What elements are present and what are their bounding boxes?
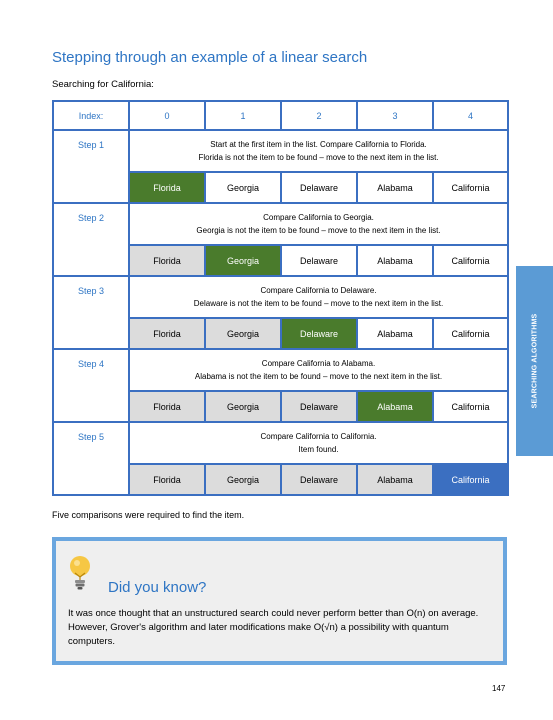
lightbulb-icon — [68, 555, 92, 591]
step-1-line-1: Start at the first item in the list. Compare California to Florida. — [210, 140, 427, 149]
page-title: Stepping through an example of a linear search — [52, 49, 368, 66]
step-1-line-2: Florida is not the item to be found – move to the next item in the list. — [198, 153, 439, 162]
step-1-description-row — [53, 130, 508, 172]
step-2-item-0: Florida — [129, 245, 205, 276]
step-5-label: Step 5 — [53, 422, 129, 495]
step-5-description-row — [53, 422, 508, 464]
step-2-item-1: Georgia — [205, 245, 281, 276]
step-2-line-2: Georgia is not the item to be found – move to the next item in the list. — [196, 226, 441, 235]
step-2-description-row — [53, 203, 508, 245]
step-3-line-1: Compare California to Delaware. — [260, 286, 377, 295]
step-4-item-3: Alabama — [357, 391, 433, 422]
step-4-item-0: Florida — [129, 391, 205, 422]
search-target-label: Searching for California: — [52, 79, 154, 90]
index-4: 4 — [433, 101, 508, 130]
index-0: 0 — [129, 101, 205, 130]
step-5-item-3: Alabama — [357, 464, 433, 495]
index-header-row — [53, 101, 508, 130]
step-3-description-row — [53, 276, 508, 318]
step-3-item-4: California — [433, 318, 508, 349]
step-1-label: Step 1 — [53, 130, 129, 203]
step-1-description — [129, 130, 508, 172]
step-3-label: Step 3 — [53, 276, 129, 349]
step-4-line-2: Alabama is not the item to be found – move to the next item in the list. — [194, 372, 443, 381]
index-2: 2 — [281, 101, 357, 130]
step-2-item-2: Delaware — [281, 245, 357, 276]
step-1-item-4: California — [433, 172, 508, 203]
step-5-line-2: Item found. — [298, 445, 339, 454]
step-2-line-1: Compare California to Georgia. — [263, 213, 374, 222]
step-1-item-3: Alabama — [357, 172, 433, 203]
step-3-item-1: Georgia — [205, 318, 281, 349]
page-number: 147 — [492, 684, 506, 693]
step-1-item-1: Georgia — [205, 172, 281, 203]
step-2-description — [129, 203, 508, 245]
step-3-item-3: Alabama — [357, 318, 433, 349]
step-2-item-3: Alabama — [357, 245, 433, 276]
step-3-item-0: Florida — [129, 318, 205, 349]
step-5-line-1: Compare California to California. — [260, 432, 377, 441]
did-you-know-title: Did you know? — [108, 579, 207, 596]
step-3-item-2: Delaware — [281, 318, 357, 349]
step-5-item-4: California — [433, 464, 508, 495]
step-4-item-4: California — [433, 391, 508, 422]
index-label: Index: — [53, 101, 129, 130]
step-2-label: Step 2 — [53, 203, 129, 276]
step-5-item-1: Georgia — [205, 464, 281, 495]
section-side-tab-label: SEARCHING ALGORITHMS — [531, 313, 538, 409]
index-3: 3 — [357, 101, 433, 130]
step-5-item-2: Delaware — [281, 464, 357, 495]
did-you-know-callout — [52, 537, 507, 665]
step-4-description-row — [53, 349, 508, 391]
step-4-item-1: Georgia — [205, 391, 281, 422]
conclusion-text: Five comparisons were required to find the item. — [52, 510, 245, 520]
step-1-item-2: Delaware — [281, 172, 357, 203]
step-1-item-0: Florida — [129, 172, 205, 203]
step-4-item-2: Delaware — [281, 391, 357, 422]
step-4-description — [129, 349, 508, 391]
step-4-line-1: Compare California to Alabama. — [261, 359, 376, 368]
step-3-line-2: Delaware is not the item to be found – move to the next item in the list. — [193, 299, 444, 308]
step-2-item-4: California — [433, 245, 508, 276]
did-you-know-body: It was once thought that an unstructured search could never perform better than O(n) on average. However, Grover's algorithm and later modifications make O(√n) a possibility with quantum computers. — [68, 608, 479, 647]
step-4-label: Step 4 — [53, 349, 129, 422]
step-5-description — [129, 422, 508, 464]
step-3-description — [129, 276, 508, 318]
section-side-tab — [516, 266, 553, 456]
step-5-item-0: Florida — [129, 464, 205, 495]
linear-search-table — [52, 100, 509, 496]
index-1: 1 — [205, 101, 281, 130]
